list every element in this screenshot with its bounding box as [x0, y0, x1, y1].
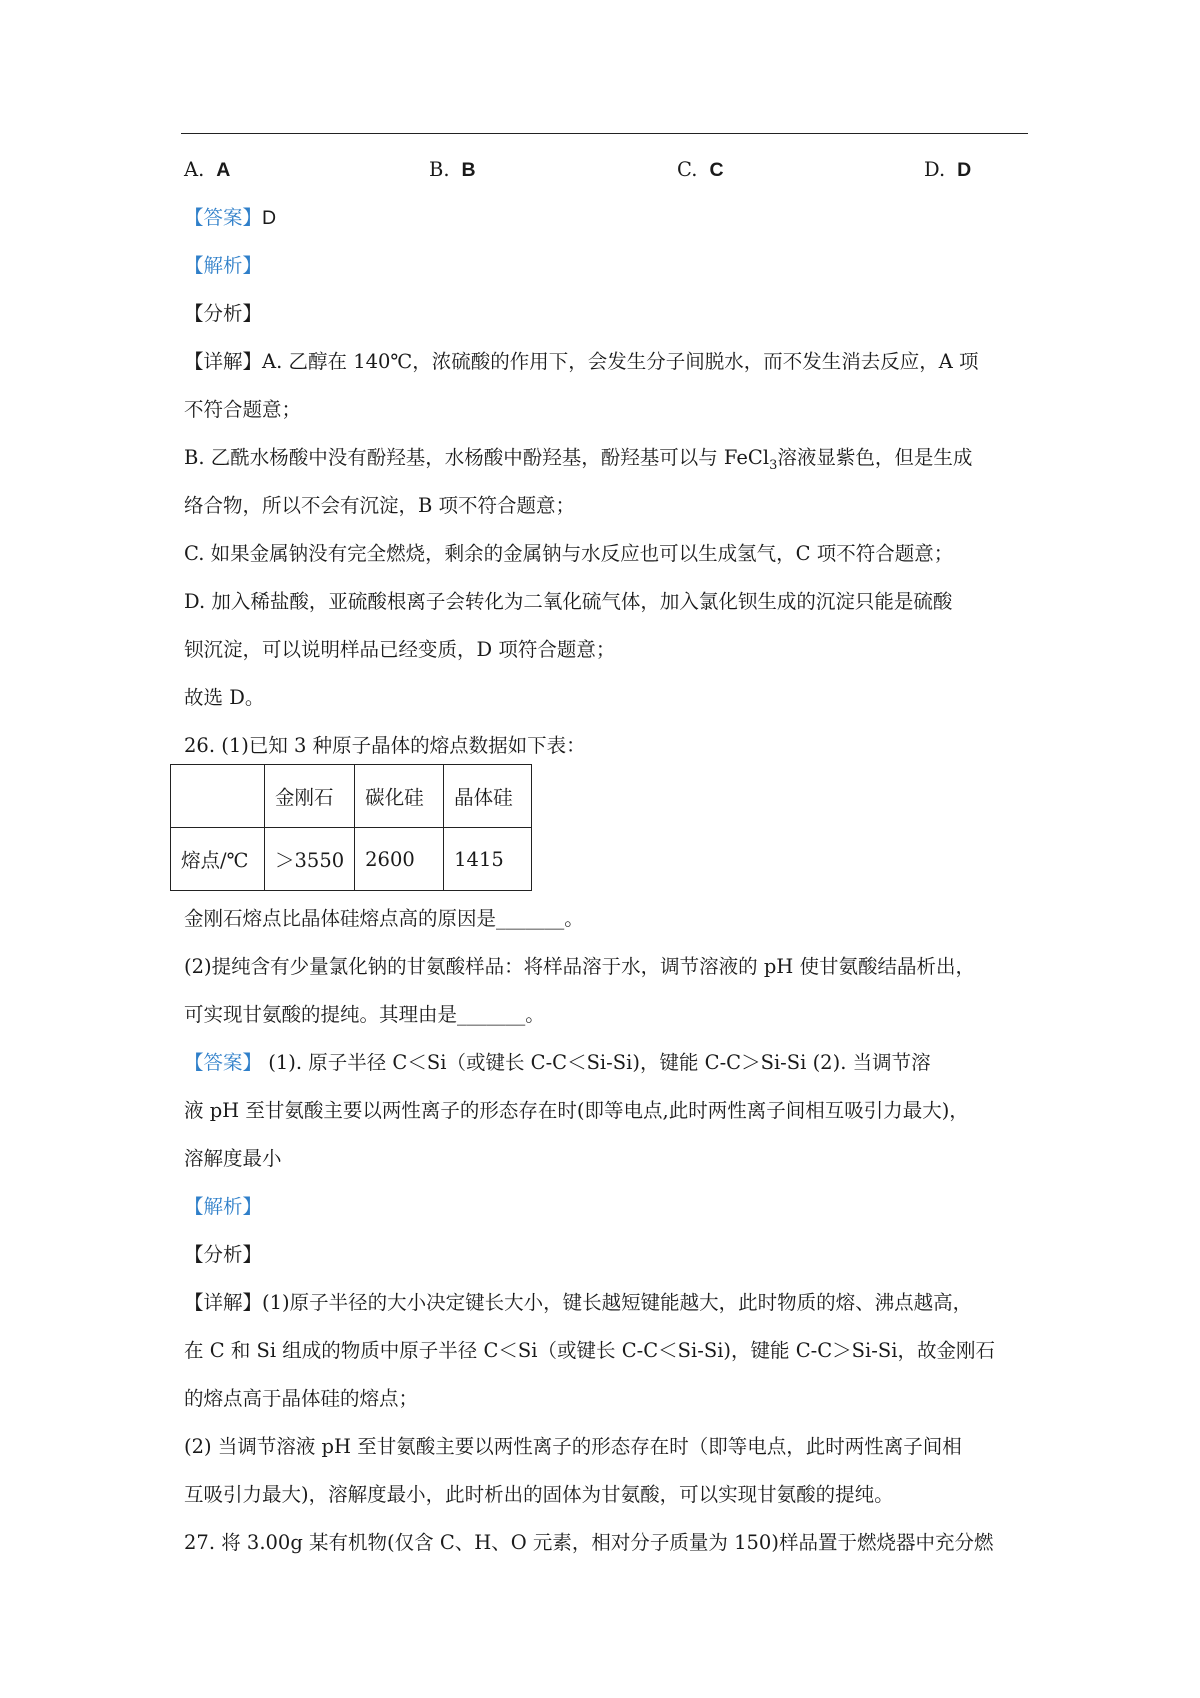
q25-analysis-tag: 【解析】	[184, 254, 263, 277]
table-cell: ＞3550	[265, 828, 355, 891]
header-rule	[181, 133, 1028, 134]
option-value: B	[461, 159, 476, 181]
q26-detail-line: 在 C 和 Si 组成的物质中原子半径 C＜Si（或键长 C-C＜Si-Si)，键能 C-C＞Si-Si，故金刚石	[184, 1339, 995, 1362]
option-prefix: B.	[429, 158, 450, 181]
answer-tag: 【答案】	[184, 1051, 263, 1074]
option-value: C	[709, 159, 724, 181]
table-cell: 碳化硅	[355, 765, 444, 828]
q26-q1: 金刚石熔点比晶体硅熔点高的原因是_______。	[184, 907, 584, 930]
option-prefix: A.	[184, 158, 205, 181]
table-cell: 熔点/℃	[171, 828, 265, 891]
option-d	[924, 157, 971, 183]
q27-stem: 27. 将 3.00g 某有机物(仅含 C、H、O 元素，相对分子质量为 150)样品置于燃烧器中充分燃	[184, 1531, 994, 1554]
option-value: D	[957, 159, 972, 181]
option-b	[429, 157, 476, 183]
q26-answer-line: 溶解度最小	[184, 1147, 282, 1170]
q26-q2-line: (2)提纯含有少量氯化钠的甘氨酸样品：将样品溶于水，调节溶液的 pH 使甘氨酸结晶析出，	[184, 955, 976, 978]
q25-detail-line	[184, 349, 979, 375]
q26-answer-line: 液 pH 至甘氨酸主要以两性离子的形态存在时(即等电点,此时两性离子间相互吸引力最大)，	[184, 1099, 969, 1122]
answer-text: (1). 原子半径 C＜Si（或键长 C-C＜Si-Si)，键能 C-C＞Si-Si (2). 当调节溶	[262, 1051, 931, 1074]
q25-detail-line: C. 如果金属钠没有完全燃烧，剩余的金属钠与水反应也可以生成氢气，C 项不符合题意；	[184, 542, 954, 565]
detail-tag: 【详解】	[184, 350, 263, 373]
q25-detail-line	[184, 445, 972, 479]
q26-stem: 26. (1)已知 3 种原子晶体的熔点数据如下表：	[184, 734, 586, 757]
q26-detail-line	[184, 1290, 972, 1316]
q26-detail-line: 互吸引力最大)，溶解度最小，此时析出的固体为甘氨酸，可以实现甘氨酸的提纯。	[184, 1483, 894, 1506]
option-prefix: D.	[924, 158, 946, 181]
table-row	[171, 828, 532, 891]
detail-text: B. 乙酰水杨酸中没有酚羟基，水杨酸中酚羟基，酚羟基可以与 FeCl	[184, 446, 770, 469]
table-header-row	[171, 765, 532, 828]
table-cell: 金刚石	[265, 765, 355, 828]
q25-detail-line: 不符合题意；	[184, 398, 302, 421]
q25-answer	[184, 205, 276, 231]
q26-detail-line: (2) 当调节溶液 pH 至甘氨酸主要以两性离子的形态存在时（即等电点，此时两性离子间相	[184, 1435, 962, 1458]
q26-q2-line: 可实现甘氨酸的提纯。其理由是_______。	[184, 1003, 545, 1026]
detail-tag: 【详解】	[184, 1291, 263, 1314]
table-cell	[171, 765, 265, 828]
table-cell: 2600	[355, 828, 444, 891]
q25-detail-line: 钡沉淀，可以说明样品已经变质，D 项符合题意；	[184, 638, 616, 661]
option-a	[184, 157, 230, 183]
answer-value: D	[262, 207, 277, 229]
q25-fenxi-tag: 【分析】	[184, 302, 263, 325]
table-cell: 晶体硅	[444, 765, 532, 828]
detail-text: (1)原子半径的大小决定键长大小，键长越短键能越大，此时物质的熔、沸点越高，	[262, 1291, 973, 1314]
melting-point-table	[170, 764, 532, 891]
detail-text: 溶液显紫色，但是生成	[777, 446, 973, 469]
option-prefix: C.	[677, 158, 698, 181]
subscript: 3	[769, 457, 778, 473]
q26-fenxi-tag: 【分析】	[184, 1243, 263, 1266]
q25-detail-line: 故选 D。	[184, 686, 265, 709]
table-cell: 1415	[444, 828, 532, 891]
q25-detail-line: D. 加入稀盐酸，亚硫酸根离子会转化为二氧化硫气体，加入氯化钡生成的沉淀只能是硫酸	[184, 590, 953, 613]
option-value: A	[216, 159, 231, 181]
q26-analysis-tag: 【解析】	[184, 1195, 263, 1218]
detail-text: A. 乙醇在 140℃，浓硫酸的作用下，会发生分子间脱水，而不发生消去反应，A 项	[262, 350, 979, 373]
answer-tag: 【答案】	[184, 206, 263, 229]
q26-detail-line: 的熔点高于晶体硅的熔点；	[184, 1387, 419, 1410]
q25-detail-line: 络合物，所以不会有沉淀，B 项不符合题意；	[184, 494, 576, 517]
q26-answer-line	[184, 1050, 931, 1076]
option-c	[677, 157, 724, 183]
